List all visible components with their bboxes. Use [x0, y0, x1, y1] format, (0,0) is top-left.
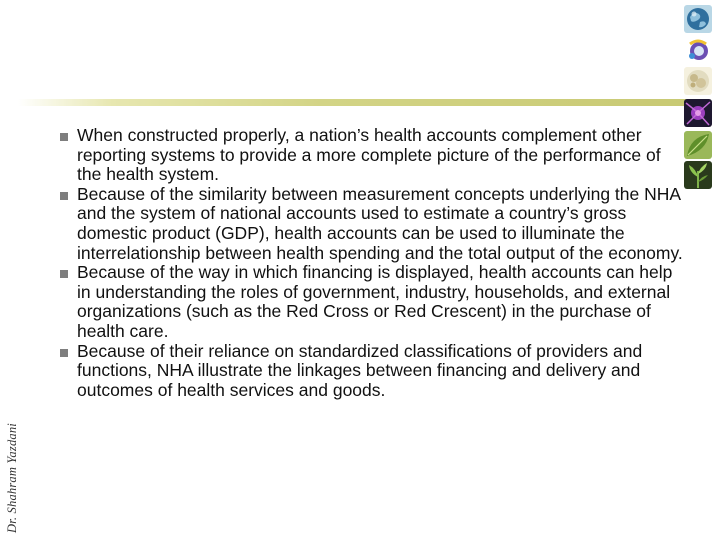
list-item — [60, 126, 685, 185]
square-bullet-icon — [60, 349, 68, 357]
bullet-text: When constructed properly, a nation’s health accounts complement other reporting systems to provide a more complete picture of the performance of the health system. — [77, 125, 661, 185]
author-vertical-text: Dr. Shahram Yazdani — [5, 423, 19, 533]
bullet-list — [60, 126, 685, 400]
top-decorative-rule — [18, 99, 690, 106]
list-item — [60, 342, 685, 401]
neuron-icon — [684, 99, 712, 127]
square-bullet-icon — [60, 270, 68, 278]
bullet-text: Because of the similarity between measurement concepts underlying the NHA and the system of national accounts used to estimate a country’s gross domestic product (GDP), health accounts can be used to illuminate the interrelationship between health spending and the total output of the economy. — [77, 183, 683, 263]
leaf-icon — [684, 131, 712, 159]
bullet-text: Because of their reliance on standardized classifications of providers and functions, NHA illustrate the linkages between financing and delivery and outcomes of health services and goods. — [77, 340, 643, 400]
globe-icon — [684, 5, 712, 33]
plant-icon — [684, 161, 712, 189]
square-bullet-icon — [60, 192, 68, 200]
list-item — [60, 263, 685, 341]
cells-icon — [684, 67, 712, 95]
list-item — [60, 185, 685, 263]
square-bullet-icon — [60, 133, 68, 141]
dna-icon — [684, 36, 712, 64]
bullet-text: Because of the way in which financing is displayed, health accounts can help in understanding the roles of government, industry, households, and external organizations (such as the Red Cross or Red Crescent) in the purchase of health care. — [77, 262, 673, 341]
